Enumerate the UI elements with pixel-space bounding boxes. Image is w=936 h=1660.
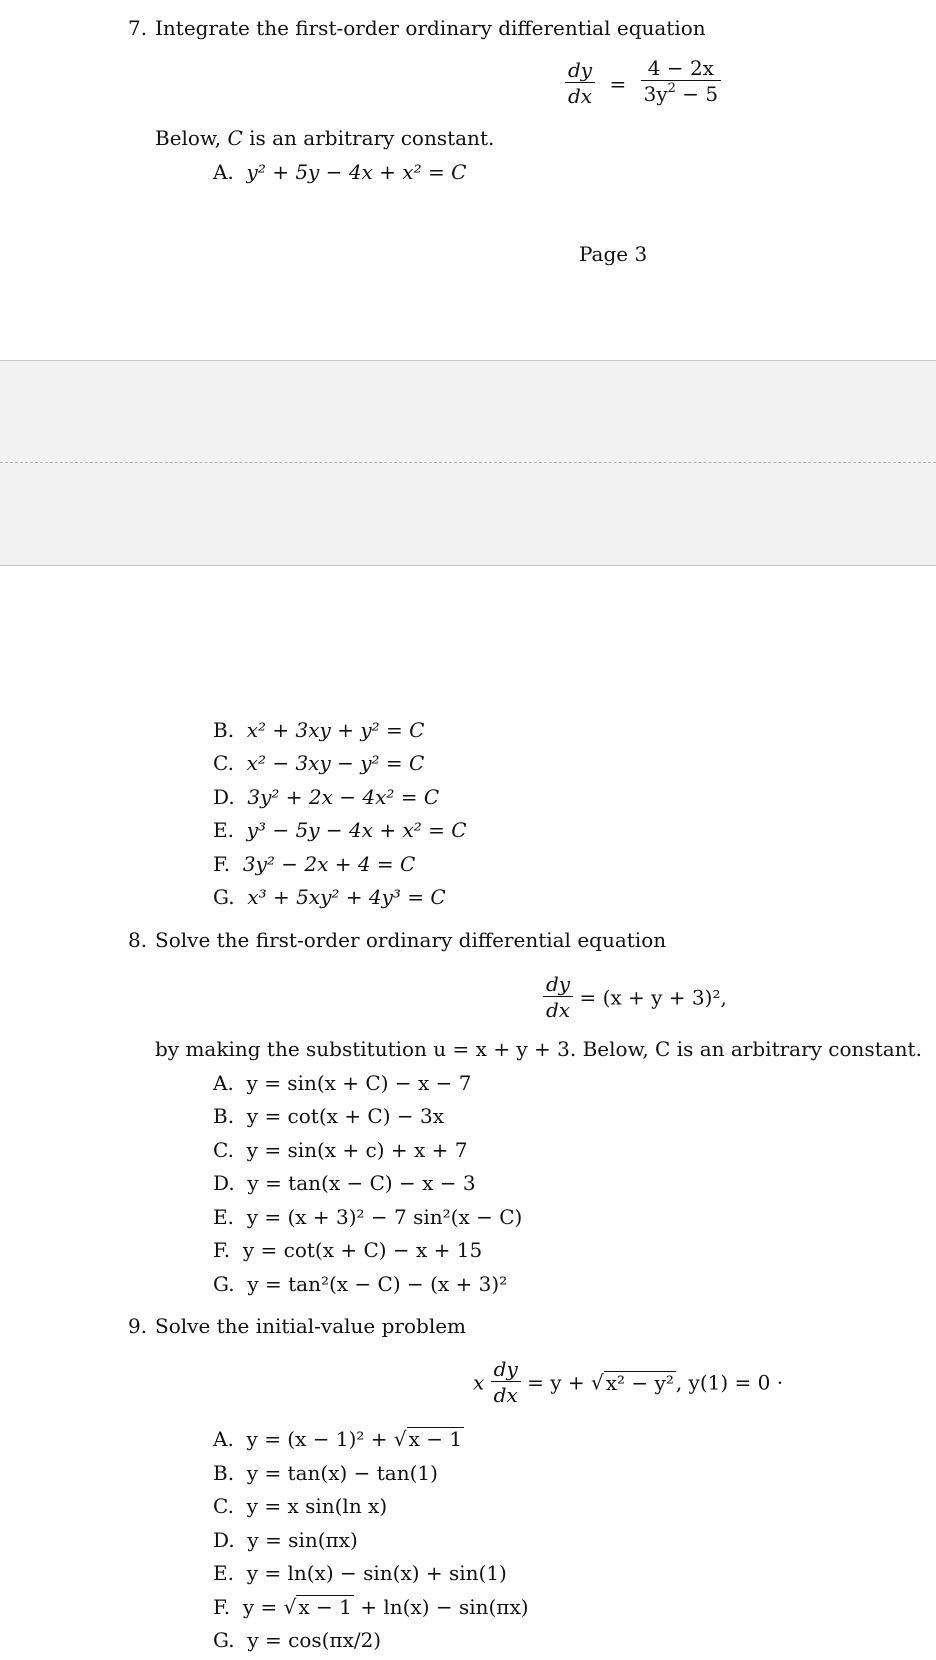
q7-option-e[interactable]: E. y³ − 5y − 4x + x² = C xyxy=(213,818,467,842)
q9-option-f[interactable]: F. y = √ x − 1 + ln(x) − sin(πx) xyxy=(213,1595,529,1619)
q8-option-f[interactable]: F. y = cot(x + C) − x + 15 xyxy=(213,1238,483,1262)
sqrt-icon: √ xyxy=(591,1370,604,1395)
q8-number: 8. xyxy=(128,928,148,952)
q8-eq-lhs: $\frac{dy}{dx}$ xyxy=(543,972,573,1023)
q8-option-b[interactable]: B. y = cot(x + C) − 3x xyxy=(213,1104,444,1128)
page-footer: Page 3 xyxy=(579,242,648,266)
q9-option-d[interactable]: D. y = sin(πx) xyxy=(213,1528,358,1552)
q9-option-b[interactable]: B. y = tan(x) − tan(1) xyxy=(213,1461,438,1485)
q8-option-c[interactable]: C. y = sin(x + c) + x + 7 xyxy=(213,1138,468,1162)
q9-option-a[interactable]: A. y = (x − 1)² + √ x − 1 xyxy=(213,1427,463,1451)
q8-eq-rhs: = (x + y + 3)², xyxy=(579,985,727,1010)
q8-note: by making the substitution u = x + y + 3. Below, C is an arbitrary constant. xyxy=(155,1037,922,1061)
q7-option-g[interactable]: G. x³ + 5xy² + 4y³ = C xyxy=(213,885,446,909)
q7-eq-rel: = xyxy=(609,71,627,96)
q7-option-c[interactable]: C. x² − 3xy − y² = C xyxy=(213,751,425,775)
q8-option-g[interactable]: G. y = tan²(x − C) − (x + 3)² xyxy=(213,1272,508,1296)
q8-option-e[interactable]: E. y = (x + 3)² − 7 sin²(x − C) xyxy=(213,1205,523,1229)
q7-option-f[interactable]: F. 3y² − 2x + 4 = C xyxy=(213,852,416,876)
page-break-dashed-line xyxy=(0,462,936,463)
q7-eq-lhs: $\frac{dy}{dx}$ xyxy=(565,58,595,109)
page-break-band xyxy=(0,360,936,566)
q7-eq-rhs: $\frac{4 - 2x}{3y^2 - 5}$ xyxy=(641,56,722,111)
q9-number: 9. xyxy=(128,1314,148,1338)
q7-equation xyxy=(565,56,721,111)
q7-option-d[interactable]: D. 3y² + 2x − 4x² = C xyxy=(213,785,440,809)
q7-option-b[interactable]: B. x² + 3xy + y² = C xyxy=(213,718,425,742)
q9-option-e[interactable]: E. y = ln(x) − sin(x) + sin(1) xyxy=(213,1561,507,1585)
q8-option-a[interactable]: A. y = sin(x + C) − x − 7 xyxy=(213,1071,472,1095)
q7-option-a[interactable]: A. y² + 5y − 4x + x² = C xyxy=(213,160,467,184)
q9-option-c[interactable]: C. y = x sin(ln x) xyxy=(213,1494,388,1518)
q7-number: 7. xyxy=(128,16,148,40)
q9-option-g[interactable]: G. y = cos(πx/2) xyxy=(213,1628,382,1652)
q9-equation: x $\frac{dy}{dx}$ = y + √ x² − y² , y(1) = 0 · xyxy=(473,1357,784,1407)
q7-prompt: Integrate the first-order ordinary differential equation xyxy=(155,16,706,40)
q9-prompt: Solve the initial-value problem xyxy=(155,1314,467,1338)
q7-note: Below, C is an arbitrary constant. xyxy=(155,126,495,150)
sqrt-icon: √ xyxy=(283,1595,297,1619)
q8-prompt: Solve the first-order ordinary differential equation xyxy=(155,928,667,952)
q8-option-d[interactable]: D. y = tan(x − C) − x − 3 xyxy=(213,1171,476,1195)
q8-equation xyxy=(543,972,727,1023)
q9-eq-lhs: $\frac{dy}{dx}$ xyxy=(491,1357,521,1408)
sqrt-icon: √ xyxy=(393,1427,407,1451)
